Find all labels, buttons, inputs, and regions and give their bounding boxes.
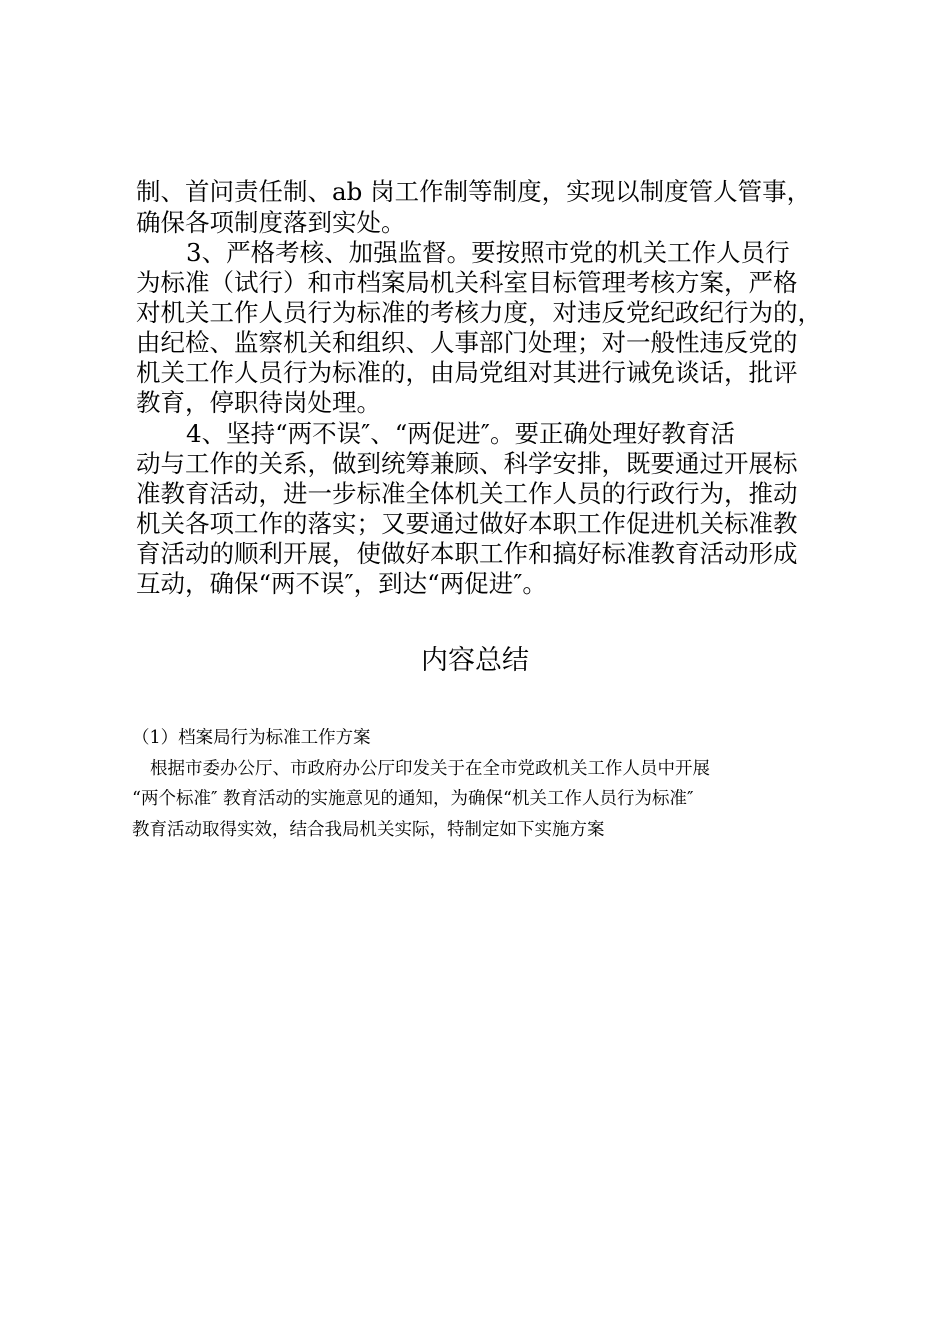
paragraph-line: 确保各项制度落到实处。: [136, 208, 406, 237]
summary-subheading: （1）档案局行为标准工作方案: [132, 728, 371, 748]
paragraph-line: 为标准（试行）和市档案局机关科室目标管理考核方案，严格: [136, 268, 798, 297]
paragraph-line: 4、坚持“两不误″、“两促进″。要正确处理好教育活: [186, 419, 735, 448]
summary-text-line: “两个标准″ 教育活动的实施意见的通知，为确保“机关工作人员行为标准″: [132, 789, 694, 809]
paragraph-line: 制、首问责任制、ab 岗工作制等制度，实现以制度管人管事，: [136, 177, 812, 206]
paragraph-line: 育活动的顺利开展，使做好本职工作和搞好标准教育活动形成: [136, 539, 798, 568]
paragraph-line: 机关工作人员行为标准的，由局党组对其进行诫免谈话，批评: [136, 358, 798, 387]
paragraph-line: 3、严格考核、加强监督。要按照市党的机关工作人员行: [186, 238, 790, 267]
paragraph-line: 机关各项工作的落实；又要通过做好本职工作促进机关标准教: [136, 509, 798, 538]
paragraph-line: 动与工作的关系，做到统筹兼顾、科学安排，既要通过开展标: [136, 449, 798, 478]
paragraph-line: 准教育活动，进一步标准全体机关工作人员的行政行为，推动: [136, 479, 798, 508]
summary-text-line: 教育活动取得实效，结合我局机关实际，特制定如下实施方案: [132, 820, 605, 840]
paragraph-line: 由纪检、监察机关和组织、人事部门处理；对一般性违反党的: [136, 328, 798, 357]
paragraph-line: 对机关工作人员行为标准的考核力度，对违反党纪政纪行为的，: [136, 298, 822, 327]
paragraph-line: 互动，确保“两不误″，到达“两促进″。: [136, 569, 547, 598]
summary-text-line: 根据市委办公厅、市政府办公厅印发关于在全市党政机关工作人员中开展: [150, 759, 710, 779]
summary-heading: 内容总结: [421, 645, 529, 676]
paragraph-line: 教育，停职待岗处理。: [136, 388, 381, 417]
